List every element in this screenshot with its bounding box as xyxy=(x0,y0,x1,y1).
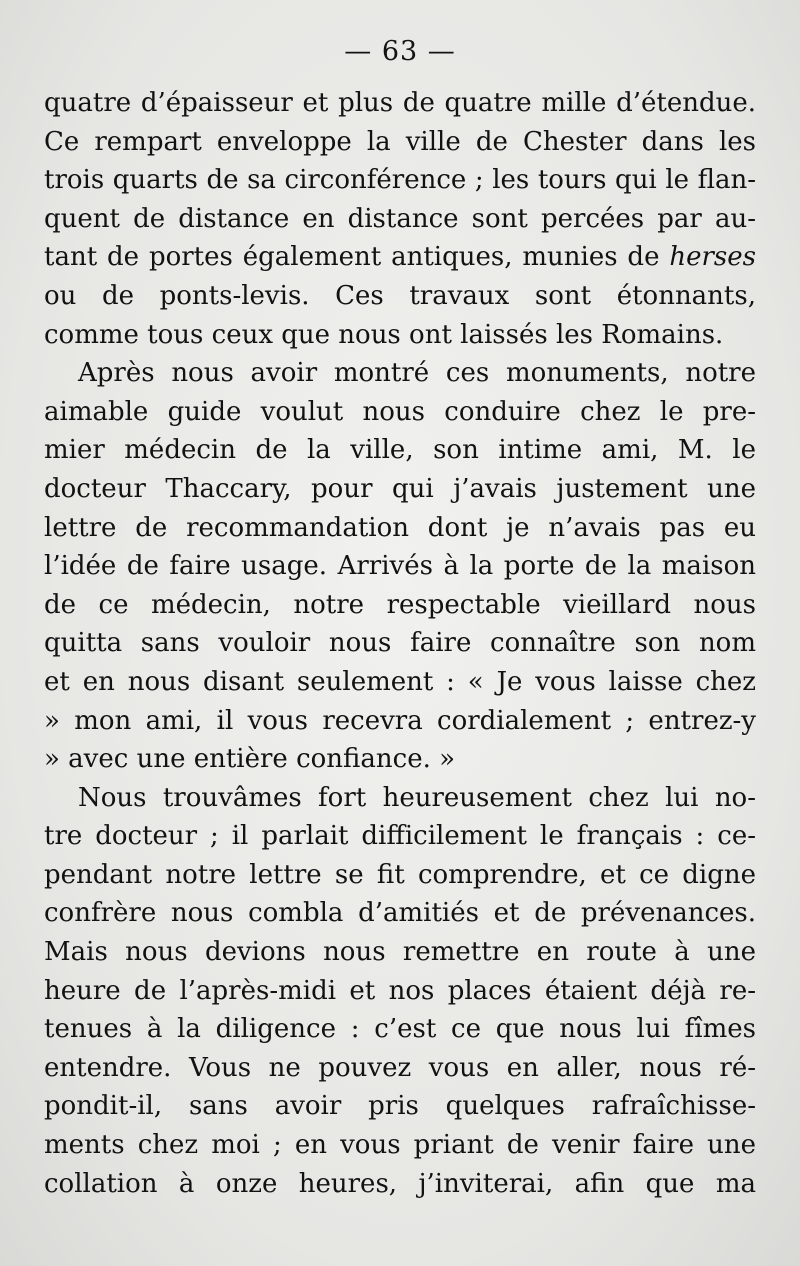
text-line-content: de ce médecin, notre respectable vieillard nous xyxy=(44,589,756,620)
text-line xyxy=(44,393,756,432)
text-line-content: et en nous disant seulement : « Je vous laisse chez xyxy=(44,666,756,697)
text-line xyxy=(44,123,756,162)
text-line-content: l’idée de faire usage. Arrivés à la porte de la maison xyxy=(44,551,756,582)
text-line-content: quitta sans vouloir nous faire connaître son nom xyxy=(44,628,756,659)
text-line-content: confrère nous combla d’amitiés et de prévenances. xyxy=(44,898,756,929)
text-line xyxy=(44,972,756,1011)
text-line xyxy=(44,547,756,586)
text-line xyxy=(44,1087,756,1126)
page-number: — 63 — xyxy=(344,36,456,67)
text-line xyxy=(44,431,756,470)
text-line xyxy=(44,1049,756,1088)
text-line xyxy=(44,84,756,123)
text-line xyxy=(44,779,756,818)
text-line-content: quatre d’épaisseur et plus de quatre mille d’étendue. xyxy=(44,88,756,118)
text-line-content: entendre. Vous ne pouvez vous en aller, nous ré- xyxy=(44,1052,756,1083)
text-line-content: lettre de recommandation dont je n’avais pas eu xyxy=(44,512,756,543)
text-line xyxy=(44,586,756,625)
text-line-content: ou de ponts-levis. Ces travaux sont étonnants, xyxy=(44,280,756,311)
text-line-content: docteur Thaccary, pour qui j’avais justement une xyxy=(44,473,756,504)
text-line xyxy=(44,354,756,393)
text-line-content: mier médecin de la ville, son intime ami, M. le xyxy=(44,435,756,466)
text-line xyxy=(44,624,756,663)
text-line xyxy=(44,894,756,933)
text-line xyxy=(44,509,756,548)
text-line xyxy=(44,702,756,741)
text-line-content: aimable guide voulut nous conduire chez le pre- xyxy=(44,396,756,427)
text-line-content: tenues à la diligence : c’est ce que nous lui fîmes xyxy=(44,1014,756,1045)
text-line xyxy=(44,200,756,239)
text-line xyxy=(44,933,756,972)
text-line xyxy=(44,856,756,895)
text-line xyxy=(44,161,756,200)
italic-word: herses xyxy=(669,242,756,273)
text-line-content: quent de distance en distance sont percées par au- xyxy=(44,203,756,234)
text-line xyxy=(44,740,756,779)
text-line-content: trois quarts de sa circonférence ; les tours qui le flan- xyxy=(44,165,756,196)
text-line-content: collation à onze heures, j’inviterai, afin que ma xyxy=(44,1168,756,1199)
text-line xyxy=(44,1010,756,1049)
text-line xyxy=(44,277,756,316)
text-line-content: tre docteur ; il parlait difficilement le français : ce- xyxy=(44,821,756,852)
text-line-content: pondit-il, sans avoir pris quelques rafraîchisse- xyxy=(44,1091,756,1122)
text-line-content: » mon ami, il vous recevra cordialement ; entrez-y xyxy=(44,705,756,736)
text-line xyxy=(44,1126,756,1165)
text-line xyxy=(44,663,756,702)
text-line-content: Ce rempart enveloppe la ville de Chester dans les xyxy=(44,126,756,157)
text-line xyxy=(44,316,756,355)
text-line-content: ments chez moi ; en vous priant de venir faire une xyxy=(44,1130,756,1161)
text-line xyxy=(44,238,756,277)
text-line xyxy=(44,1165,756,1204)
text-line-content: » avec une entière confiance. » xyxy=(44,744,456,775)
text-line-content: comme tous ceux que nous ont laissés les Romains. xyxy=(44,319,724,350)
text-line-content: Après nous avoir montré ces monuments, notre xyxy=(78,358,756,389)
text-line-content: Nous trouvâmes fort heureusement chez lui no- xyxy=(78,782,756,813)
text-line-content: pendant notre lettre se fit comprendre, et ce digne xyxy=(44,859,756,890)
text-line-content: heure de l’après-midi et nos places étaient déjà re- xyxy=(44,975,756,1006)
text-line-content: Mais nous devions nous remettre en route à une xyxy=(44,937,756,968)
page-body-text xyxy=(44,84,756,1203)
text-line-content: tant de portes également antiques, munies de xyxy=(44,242,660,273)
text-line xyxy=(44,817,756,856)
text-line xyxy=(44,470,756,509)
